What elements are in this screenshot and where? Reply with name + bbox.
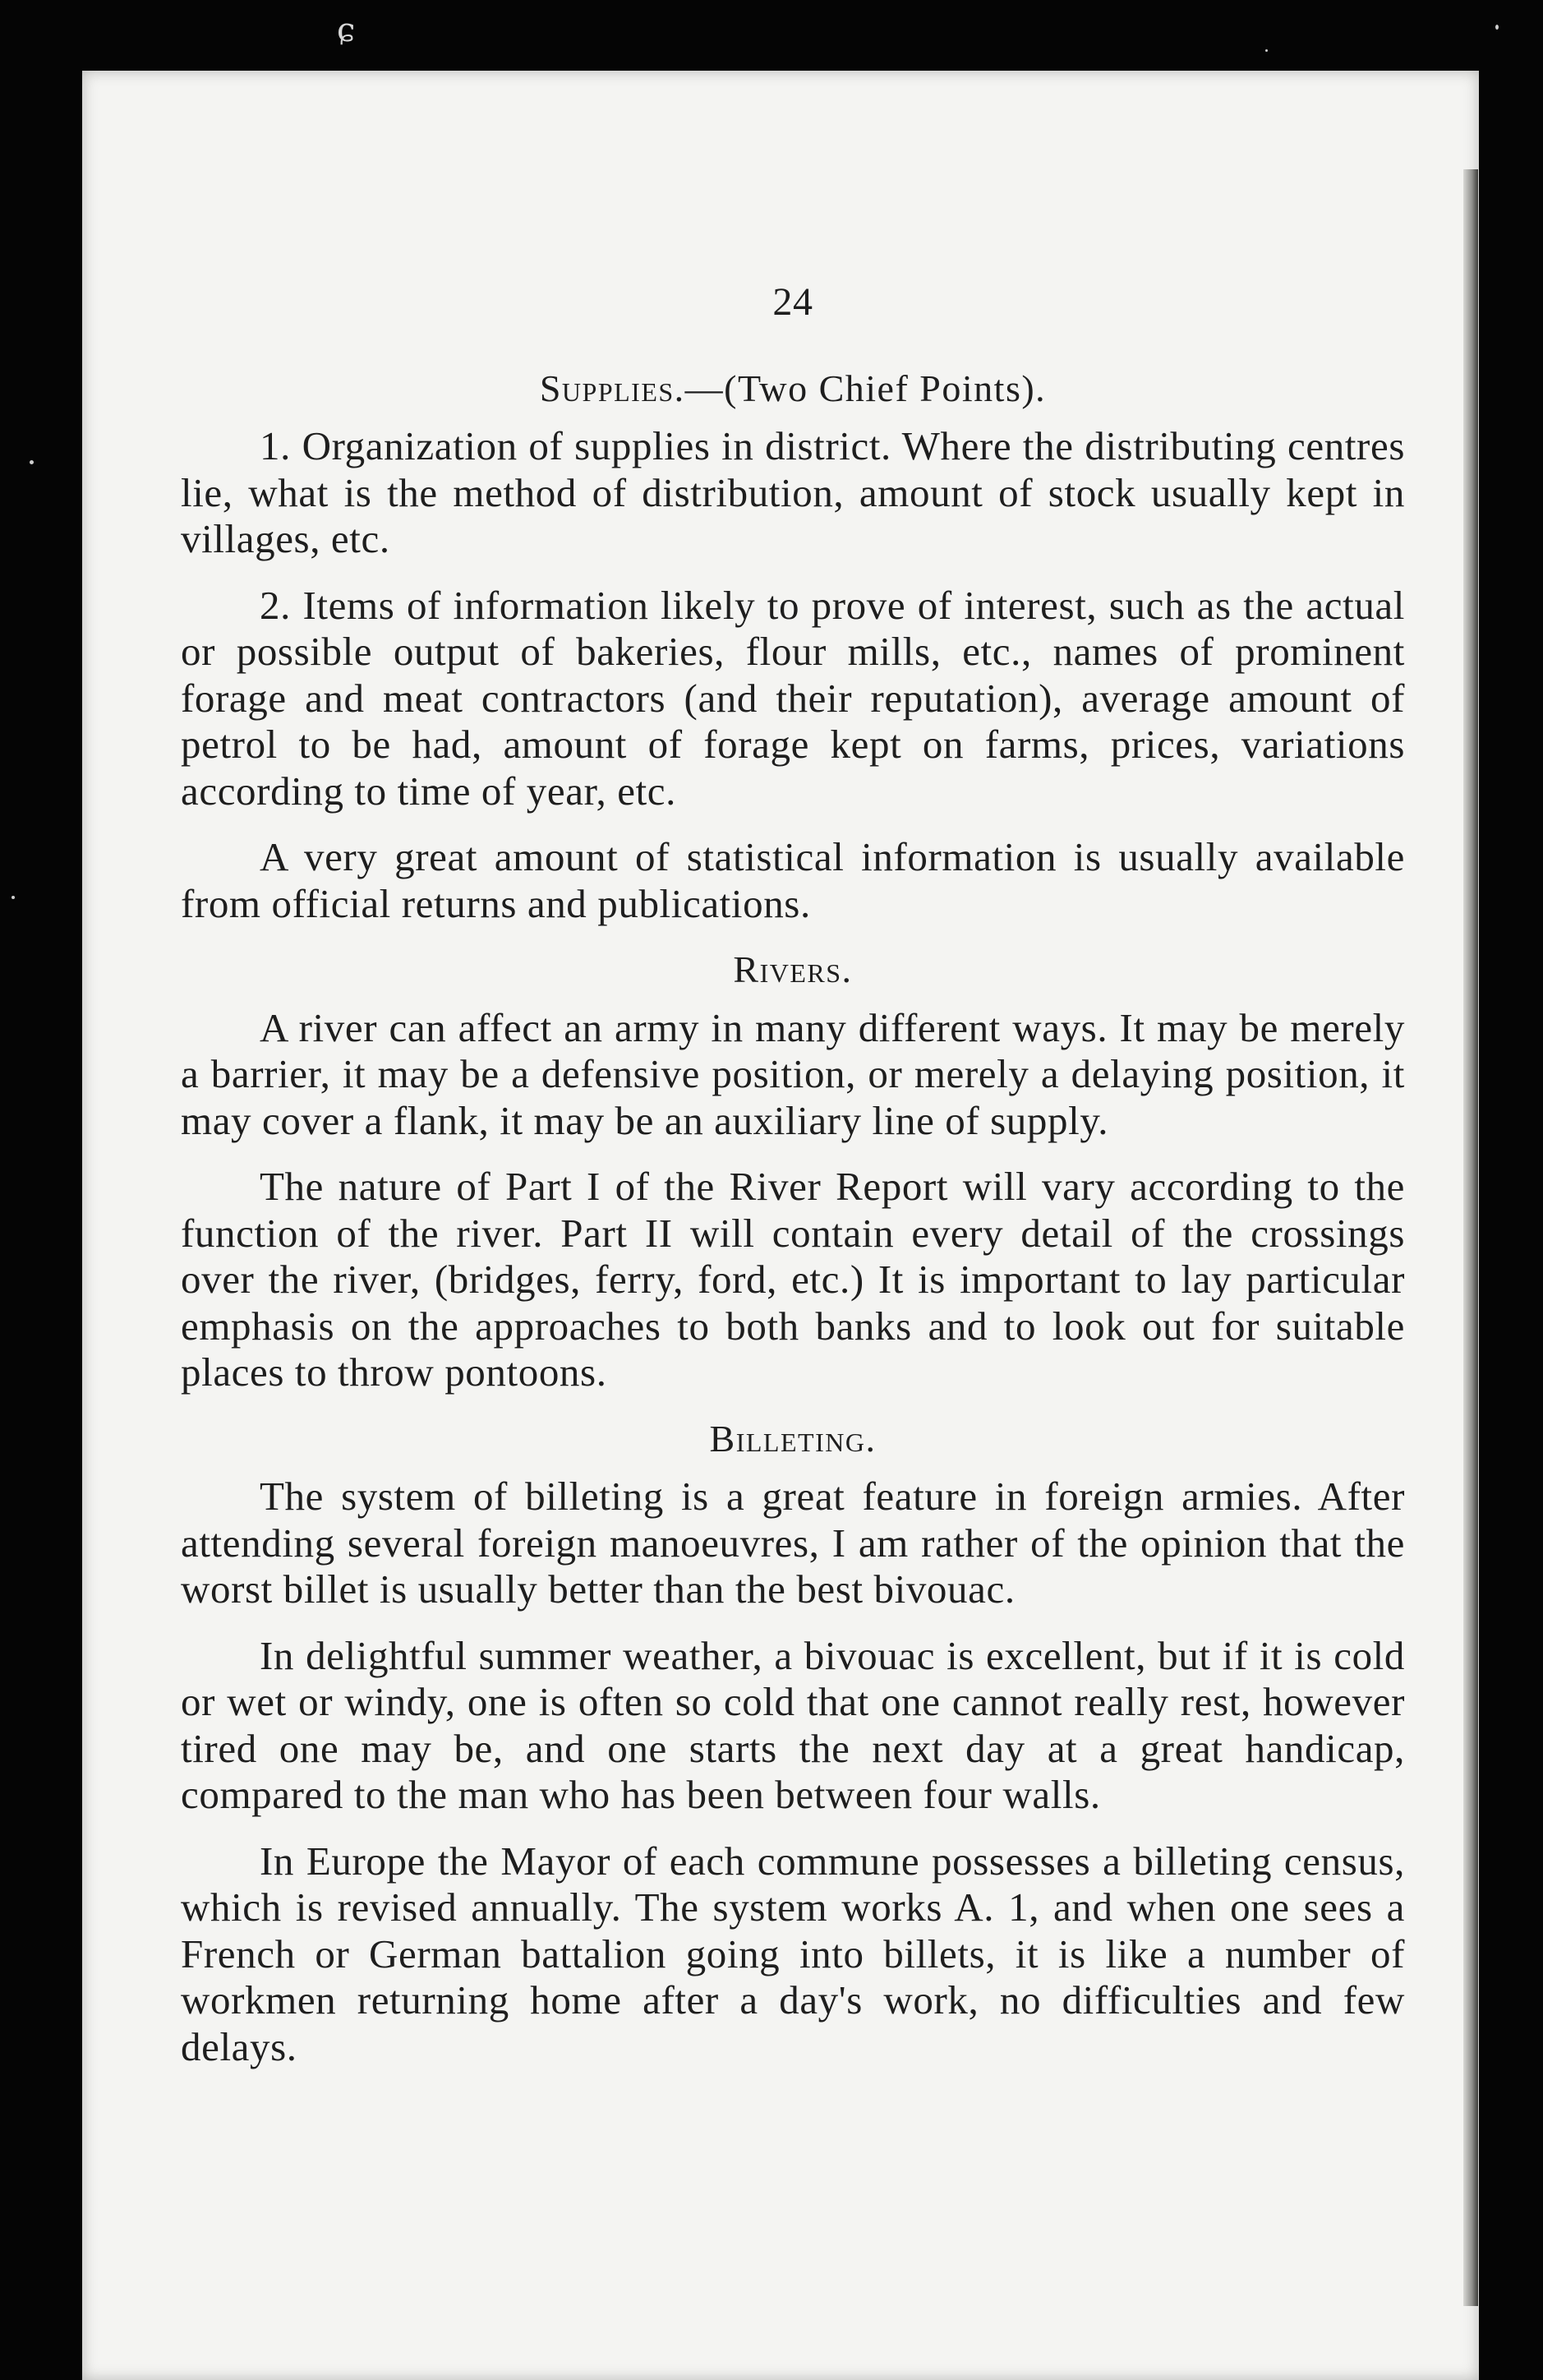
page-number: 24 <box>772 280 813 324</box>
billeting-paragraph-3: In Europe the Mayor of each commune possesses a billeting census, which is revised annually. The system works A. 1, and when one sees a French or German battalion going into billets, it is like a number of workmen returning home after a day's work, no difficulties and few delays. <box>181 1838 1405 2069</box>
heading-rivers-title: Rivers. <box>733 948 853 990</box>
page-text <box>181 279 1405 2090</box>
rivers-paragraph-2: The nature of Part I of the River Report will vary according to the function of the river. Part II will contain every detail of the crossings over the river, (bridges, ferry, ford, etc.) It is important to lay particular emphasis on the approaches to both banks and to look out for suitable places to throw pontoons. <box>181 1164 1405 1395</box>
page-edge <box>1463 169 1478 2306</box>
billeting-paragraph-2: In delightful summer weather, a bivouac is excellent, but if it is cold or wet or windy, one is often so cold that one cannot really rest, however tired one may be, and one starts the next day at a great handicap, compared to the man who has been between four walls. <box>181 1632 1405 1817</box>
heading-supplies <box>181 366 1405 413</box>
rivers-paragraph-1: A river can affect an army in many different ways. It may be merely a barrier, it may be a defensive position, or merely a delaying position, it may cover a flank, it may be an auxiliary line of supply. <box>181 1004 1405 1143</box>
heading-supplies-title: Supplies. <box>539 367 685 409</box>
supplies-item-1: 1. Organization of supplies in district. Where the distributing centres lie, what is the method of distribution, amount of stock usually kept in villages, etc. <box>181 423 1405 561</box>
corner-mark: ɕ <box>337 12 356 49</box>
dust-speck <box>1265 49 1268 52</box>
dust-speck <box>1495 25 1499 30</box>
dust-speck <box>30 460 34 464</box>
heading-supplies-suffix: —(Two Chief Points). <box>684 367 1047 409</box>
heading-rivers <box>181 947 1405 994</box>
supplies-closing: A very great amount of statistical information is usually available from official returns and publications. <box>181 834 1405 926</box>
billeting-paragraph-1: The system of billeting is a great feature in foreign armies. After attending several foreign manoeuvres, I am rather of the opinion that the worst billet is usually better than the best bivouac. <box>181 1474 1405 1612</box>
heading-billeting-title: Billeting. <box>709 1417 877 1460</box>
dust-speck <box>12 896 15 899</box>
heading-billeting <box>181 1416 1405 1463</box>
supplies-item-2: 2. Items of information likely to prove of interest, such as the actual or possible output of bakeries, flour mills, etc., names of prominent forage and meat contractors (and their reputation), average amount of petrol to be had, amount of forage kept on farms, prices, variations according to time of year, etc. <box>181 582 1405 814</box>
